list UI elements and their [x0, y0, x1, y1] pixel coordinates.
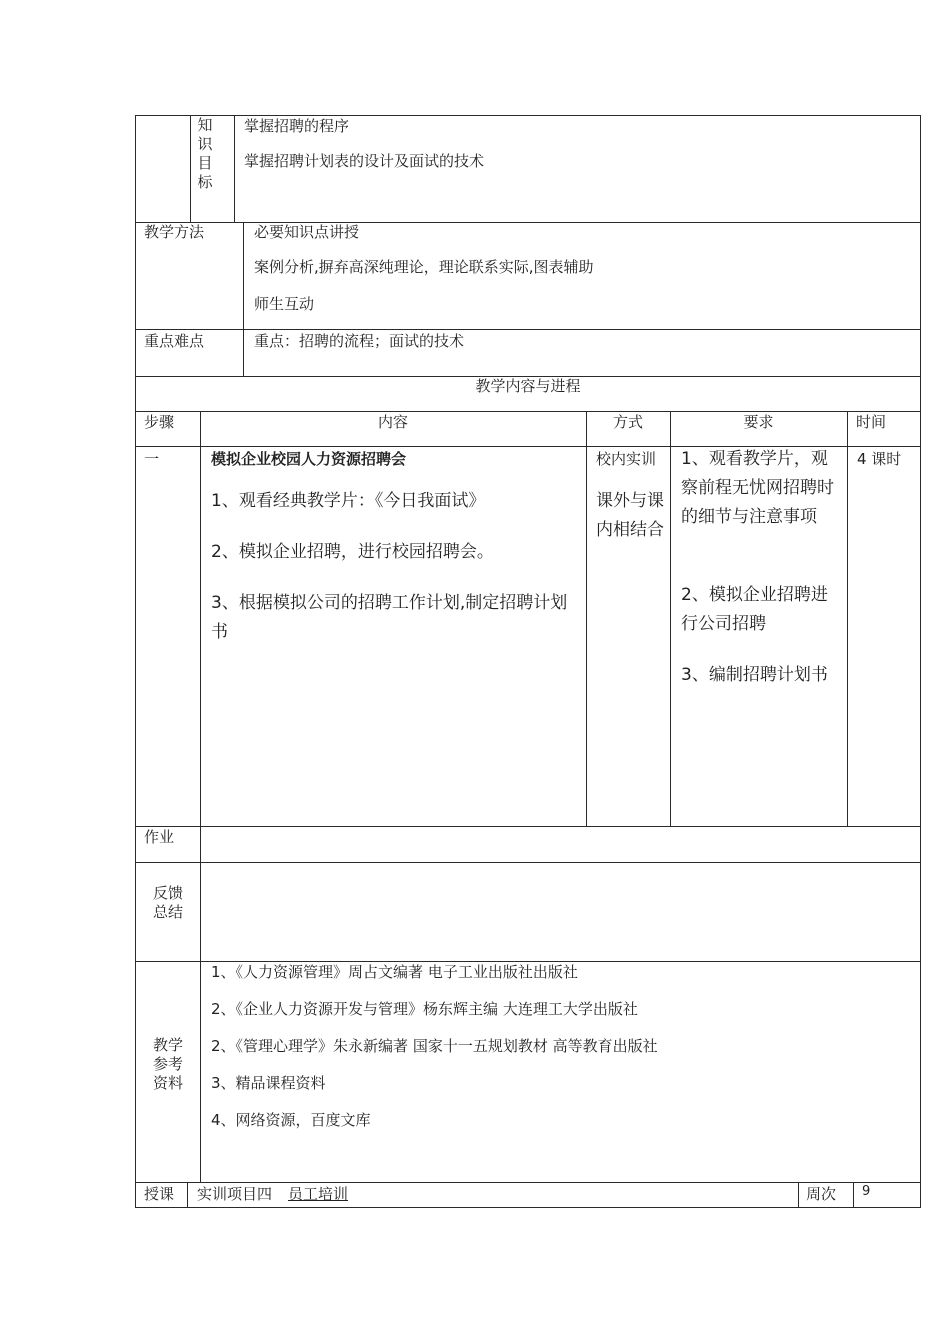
column-header-mode: 方式	[612, 413, 643, 431]
reference-item: 2、《管理心理学》朱永新编著 国家十一五规划教材 高等教育出版社	[211, 1037, 658, 1055]
keypoints-label: 重点难点	[144, 332, 205, 350]
col-divider	[798, 1182, 799, 1207]
col-divider	[586, 411, 587, 826]
reference-item: 1、《人力资源管理》周占文编著 电子工业出版社出版社	[211, 963, 578, 981]
content-item: 1、观看经典教学片：《今日我面试》	[211, 491, 486, 511]
column-header-requirement: 要求	[743, 413, 774, 431]
col-divider	[847, 411, 848, 826]
col-divider	[234, 115, 235, 222]
time-value: 4 课时	[857, 450, 902, 468]
mode-text: 校内实训	[596, 450, 657, 468]
row-divider	[135, 1182, 921, 1183]
footer-project: 实训项目四	[197, 1185, 273, 1203]
row-divider	[135, 826, 921, 827]
footer-topic: 员工培训	[288, 1185, 349, 1203]
keypoints-text: 重点：招聘的流程；面试的技术	[254, 332, 465, 350]
step-value: 一	[144, 450, 160, 468]
table-border-bottom	[135, 1207, 921, 1208]
col-divider	[853, 1182, 854, 1207]
content-title: 模拟企业校园人力资源招聘会	[211, 450, 407, 468]
column-header-step: 步骤	[144, 413, 175, 431]
reference-item: 3、精品课程资料	[211, 1074, 326, 1092]
requirement-item: 1、观看教学片，观察前程无忧网招聘时的细节与注意事项	[681, 449, 834, 527]
column-header-time: 时间	[856, 413, 887, 431]
table-border-left	[135, 115, 136, 1208]
content-item: 3、根据模拟公司的招聘工作计划,制定招聘计划书	[211, 593, 568, 642]
references-label: 教学参考资料	[152, 1036, 183, 1092]
homework-label: 作业	[144, 828, 175, 846]
col-divider	[670, 411, 671, 826]
objective-item: 掌握招聘计划表的设计及面试的技术	[244, 152, 485, 170]
requirement-item: 3、编制招聘计划书	[681, 665, 828, 685]
col-divider	[200, 411, 201, 962]
method-item: 案例分析,摒弃高深纯理论，理论联系实际,图表辅助	[254, 258, 594, 276]
reference-item: 4、网络资源，百度文库	[211, 1111, 371, 1129]
reference-item: 2、《企业人力资源开发与管理》杨东辉主编 大连理工大学出版社	[211, 1000, 638, 1018]
footer-label: 授课	[144, 1185, 175, 1203]
requirement-item: 2、模拟企业招聘进行公司招聘	[681, 585, 828, 634]
column-header-content: 内容	[377, 413, 408, 431]
week-value: 9	[862, 1184, 871, 1199]
section-title: 教学内容与进程	[475, 377, 581, 395]
method-item: 必要知识点讲授	[254, 223, 360, 241]
week-label: 周次	[806, 1185, 837, 1203]
objectives-label: 知识目标	[197, 116, 213, 191]
row-divider	[135, 862, 921, 863]
col-divider	[200, 961, 201, 1182]
method-label: 教学方法	[144, 223, 205, 241]
table-border-right	[920, 115, 921, 1208]
row-divider	[135, 222, 921, 223]
col-divider	[243, 222, 244, 376]
objective-item: 掌握招聘的程序	[244, 117, 350, 135]
col-divider	[190, 115, 191, 222]
row-divider	[135, 329, 921, 330]
feedback-label: 反馈总结	[152, 884, 183, 921]
col-divider	[187, 1182, 188, 1207]
method-item: 师生互动	[254, 295, 315, 313]
content-item: 2、模拟企业招聘，进行校园招聘会。	[211, 542, 494, 562]
mode-text: 课外与课内相结合	[596, 491, 664, 540]
